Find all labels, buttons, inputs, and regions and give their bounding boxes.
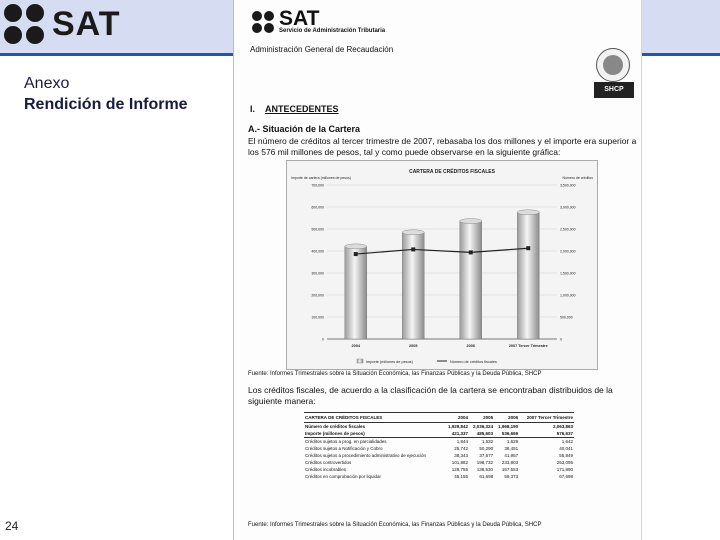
cartera-chart (286, 160, 598, 370)
chart-right-tick: 0 (560, 337, 562, 342)
chart-bar-top (402, 230, 424, 235)
table-cell: 38,451 (504, 446, 519, 451)
document-logo (252, 7, 386, 34)
chart-legend-bar-swatch (357, 359, 363, 363)
document-logo-icon (252, 11, 274, 33)
table-cell: 25,742 (454, 446, 469, 451)
document-logo-subtitle: Servicio de Administración Tributaria (279, 28, 386, 34)
table-cell: 1,929,842 (448, 424, 469, 429)
table-cell: 2,036,324 (473, 424, 494, 429)
table-cell: 485,603 (476, 431, 494, 436)
cartera-table (304, 412, 574, 480)
chart-left-tick: 600,000 (311, 205, 324, 210)
chart-bar-top (517, 210, 539, 215)
chart-right-tick: 1,500,000 (560, 271, 576, 276)
sat-logo-text: SAT (52, 4, 121, 43)
paragraph-2: Los créditos fiscales, de acuerdo a la clasificación de la cartera se encontraban distribuidos de la siguiente manera: (248, 385, 613, 406)
sat-logo (4, 4, 120, 44)
table-cell: 421,337 (451, 431, 469, 436)
table-row-label: Número de créditos fiscales (305, 424, 366, 429)
table-cell: 40,041 (559, 446, 573, 451)
slide-subtitle: Rendición de Informe (24, 96, 188, 113)
table-cell: 157,553 (501, 467, 519, 472)
table-cell: 1,844 (444, 438, 469, 446)
chart-left-tick: 500,000 (311, 227, 324, 232)
chart-right-tick: 2,000,000 (560, 249, 576, 254)
chart-legend-line-label: Número de créditos fiscales (450, 360, 497, 364)
paragraph-1: El número de créditos al tercer trimestre de 2007, rebasaba los dos millones y el importe era superior a los 576 mil millones de pesos, tal y como puede observarse en la siguiente gráfica: (248, 136, 637, 157)
table-cell: 1,629 (494, 438, 519, 446)
table-cell: 198,732 (476, 460, 494, 465)
table-cell: 233,803 (501, 460, 519, 465)
table-cell: 41,957 (504, 453, 519, 458)
table-row (304, 466, 574, 473)
section-number: I. (250, 104, 256, 114)
chart-right-tick: 3,000,000 (560, 205, 576, 210)
table-cell: 1,968,190 (498, 424, 519, 429)
chart-line-point (354, 252, 358, 256)
chart-left-tick: 0 (322, 337, 324, 342)
table-cell: 576,637 (556, 431, 573, 436)
table-cell: 171,890 (556, 467, 573, 472)
table-cell: 50,290 (479, 446, 494, 451)
chart-bar (517, 212, 539, 339)
chart-x-tick: 2005 (409, 344, 418, 348)
chart-left-tick: 300,000 (311, 271, 324, 276)
table-cell: 45,155 (454, 474, 469, 479)
chart-x-tick: 2007 Tercer Trimestre (508, 344, 548, 348)
chart-bar-top (345, 244, 367, 249)
chart-right-axis-label: Número de créditos (562, 176, 593, 180)
table-row (304, 430, 574, 438)
chart-left-tick: 100,000 (311, 315, 324, 320)
chart-left-tick: 200,000 (311, 293, 324, 298)
table-row (304, 438, 574, 446)
table-column-header: 2004 (444, 413, 469, 423)
chart-legend-bar-label: Importe (millones de pesos) (366, 360, 413, 364)
chart-bar-top (460, 219, 482, 224)
table-cell: 138,530 (476, 467, 494, 472)
chart-title: CARTERA DE CRÉDITOS FISCALES (409, 169, 495, 175)
table-cell: 129,755 (451, 467, 469, 472)
chart-left-tick: 400,000 (311, 249, 324, 254)
table-cell: 61,698 (479, 474, 494, 479)
table-cell: 38,343 (454, 453, 469, 458)
table-cell: 1,532 (469, 438, 494, 446)
table-row-label: Importe (millones de pesos) (305, 431, 365, 436)
table-row (304, 445, 574, 452)
table-row-label: Créditos incobrables (305, 467, 347, 472)
table-column-header: 2005 (469, 413, 494, 423)
table-row-label: Créditos sujetos a Notificación y Cobro (305, 446, 383, 451)
section-title: ANTECEDENTES (265, 104, 339, 114)
anexo-label: Anexo (24, 75, 70, 92)
chart-x-tick: 2006 (466, 344, 475, 348)
document-logo-text: SAT (279, 7, 320, 30)
table-source: Fuente: Informes Trimestrales sobre la Situación Económica, las Finanzas Públicas y la Deuda Pública, SHCP (248, 522, 542, 528)
chart-left-axis-label: Importe de cartera (millones de pesos) (291, 176, 351, 180)
table-cell: 101,882 (451, 460, 469, 465)
page-number: 24 (5, 519, 19, 533)
table-row-label: Créditos sujetos a prog. en parcialidades (304, 438, 444, 446)
subsection-title: A.- Situación de la Cartera (248, 124, 361, 134)
chart-source: Fuente: Informes Trimestrales sobre la Situación Económica, las Finanzas Públicas y la Deuda Pública, SHCP (248, 371, 542, 377)
chart-x-tick: 2004 (351, 344, 360, 348)
government-seal-icon (596, 48, 630, 82)
document-unit: Administración General de Recaudación (250, 45, 394, 54)
chart-right-tick: 2,500,000 (560, 227, 576, 232)
table-row-label: Créditos en comprobación por liquidar (305, 474, 382, 479)
chart-line-point (411, 247, 415, 251)
chart-line-point (526, 246, 530, 250)
table-cell: 59,373 (504, 474, 519, 479)
chart-bar (460, 221, 482, 339)
table-row (304, 473, 574, 480)
table-cell: 55,849 (559, 453, 573, 458)
table-cell: 2,063,863 (552, 424, 573, 429)
chart-right-tick: 500,000 (560, 315, 573, 320)
table-row (304, 459, 574, 466)
chart-left-tick: 700,000 (311, 183, 324, 188)
table-row (304, 452, 574, 459)
table-cell: 1,642 (519, 438, 574, 446)
table-row-label: Créditos sujetos a procedimiento administrativo de ejecución (305, 453, 427, 458)
chart-line-point (469, 250, 473, 254)
table-cell: 536,669 (501, 431, 519, 436)
shcp-badge: SHCP (594, 82, 634, 98)
chart-right-tick: 3,500,000 (560, 183, 576, 188)
table-cell: 67,698 (559, 474, 573, 479)
table-row-label: Créditos controvertidos (305, 460, 352, 465)
table-cell: 37,677 (479, 453, 494, 458)
chart-bar (345, 246, 367, 339)
table-title: CARTERA DE CRÉDITOS FISCALES (304, 413, 444, 423)
table-column-header: 2006 (494, 413, 519, 423)
scanned-document (233, 0, 642, 540)
chart-canvas (287, 161, 597, 369)
chart-right-tick: 1,000,000 (560, 293, 576, 298)
table-cell: 253,095 (556, 460, 573, 465)
sat-logo-icon (4, 4, 44, 44)
table-row (304, 423, 574, 431)
table-column-header: 2007 Tercer Trimestre (519, 413, 574, 423)
